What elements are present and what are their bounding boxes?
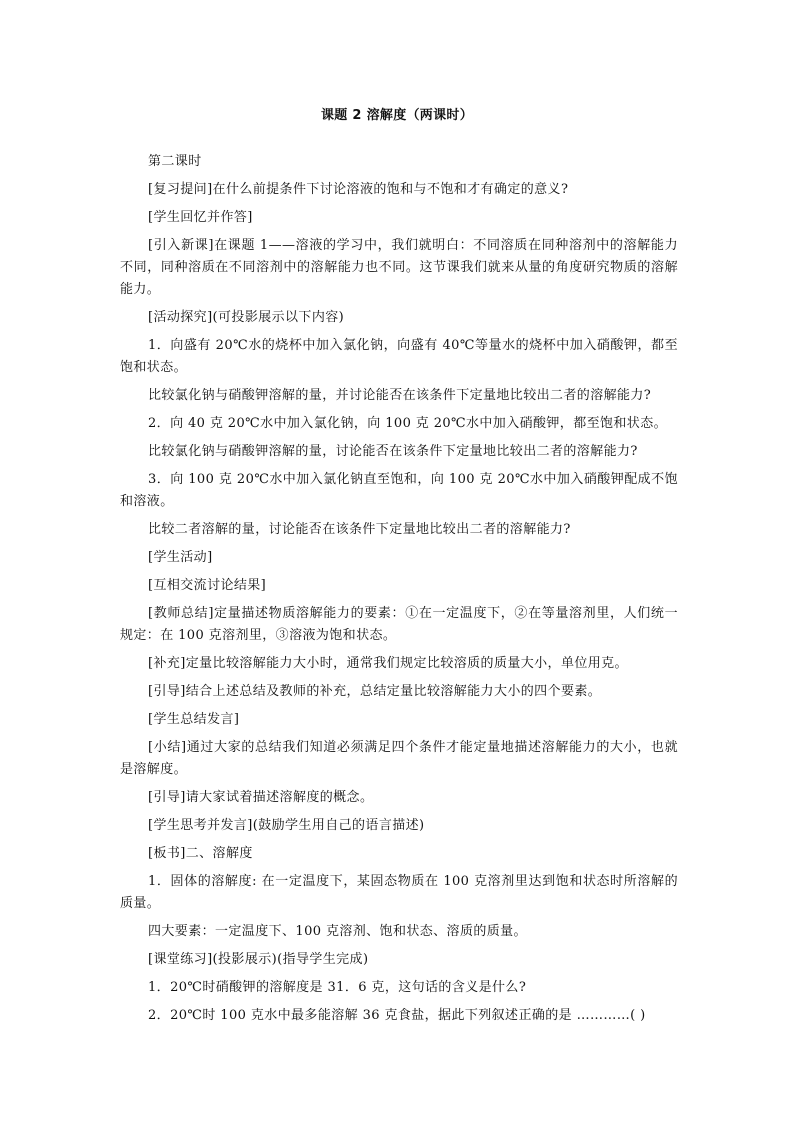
paragraph: 1．固体的溶解度: 在一定温度下，某固态物质在 100 克溶剂里达到饱和状态时所溶解的质量。 bbox=[120, 874, 678, 911]
document-title: 课题 2 溶解度（两课时） bbox=[321, 108, 473, 123]
paragraph: [板书]二、溶解度 bbox=[148, 846, 253, 861]
paragraph: 第二课时 bbox=[148, 154, 202, 169]
paragraph: [互相交流讨论结果] bbox=[148, 578, 267, 593]
paragraph: 比较二者溶解的量，讨论能否在该条件下定量地比较出二者的溶解能力? bbox=[148, 522, 571, 537]
paragraph: [引导]请大家试着描述溶解度的概念。 bbox=[148, 790, 374, 805]
paragraph: [复习提问]在什么前提条件下讨论溶液的饱和与不饱和才有确定的意义? bbox=[148, 182, 569, 197]
paragraph: [引导]结合上述总结及教师的补充，总结定量比较溶解能力大小的四个要素。 bbox=[148, 684, 602, 699]
paragraph: 1．20℃时硝酸钾的溶解度是 31．6 克，这句话的含义是什么? bbox=[148, 980, 527, 995]
paragraph: [学生回忆并作答] bbox=[148, 210, 253, 225]
paragraph: 2．20℃时 100 克水中最多能溶解 36 克食盐，据此下列叙述正确的是 …………( ) bbox=[148, 1008, 646, 1023]
paragraph: [学生思考并发言](鼓励学生用自己的语言描述) bbox=[148, 818, 425, 833]
paragraph: 3．向 100 克 20℃水中加入氯化钠直至饱和，向 100 克 20℃水中加入硝酸钾配成不饱和溶液。 bbox=[120, 472, 678, 509]
document-body bbox=[120, 151, 678, 1033]
paragraph: [学生总结发言] bbox=[148, 712, 240, 727]
paragraph: 比较氯化钠与硝酸钾溶解的量，并讨论能否在该条件下定量地比较出二者的溶解能力? bbox=[148, 388, 652, 403]
paragraph: [补充]定量比较溶解能力大小时，通常我们规定比较溶质的质量大小，单位用克。 bbox=[148, 656, 628, 671]
paragraph: 比较氯化钠与硝酸钾溶解的量，讨论能否在该条件下定量地比较出二者的溶解能力? bbox=[148, 444, 638, 459]
paragraph: [活动探究](可投影展示以下内容) bbox=[148, 310, 345, 325]
paragraph: 四大要素：一定温度下、100 克溶剂、饱和状态、溶质的质量。 bbox=[148, 924, 527, 939]
paragraph: 2．向 40 克 20℃水中加入氯化钠，向 100 克 20℃水中加入硝酸钾，都至饱和状态。 bbox=[148, 416, 667, 431]
paragraph: 1．向盛有 20℃水的烧杯中加入氯化钠，向盛有 40℃等量水的烧杯中加入硝酸钾，都至饱和状态。 bbox=[120, 338, 678, 375]
paragraph: [引入新课]在课题 1——溶液的学习中，我们就明白：不同溶质在同种溶剂中的溶解能力不同，同种溶质在不同溶剂中的溶解能力也不同。这节课我们就来从量的角度研究物质的溶解能力。 bbox=[120, 238, 678, 297]
paragraph: [小结]通过大家的总结我们知道必须满足四个条件才能定量地描述溶解能力的大小，也就是溶解度。 bbox=[120, 740, 678, 777]
paragraph: [教师总结]定量描述物质溶解能力的要素：①在一定温度下，②在等量溶剂里，人们统一规定：在 100 克溶剂里，③溶液为饱和状态。 bbox=[120, 606, 678, 643]
paragraph: [学生活动] bbox=[148, 550, 213, 565]
paragraph: [课堂练习](投影展示)(指导学生完成) bbox=[148, 952, 369, 967]
